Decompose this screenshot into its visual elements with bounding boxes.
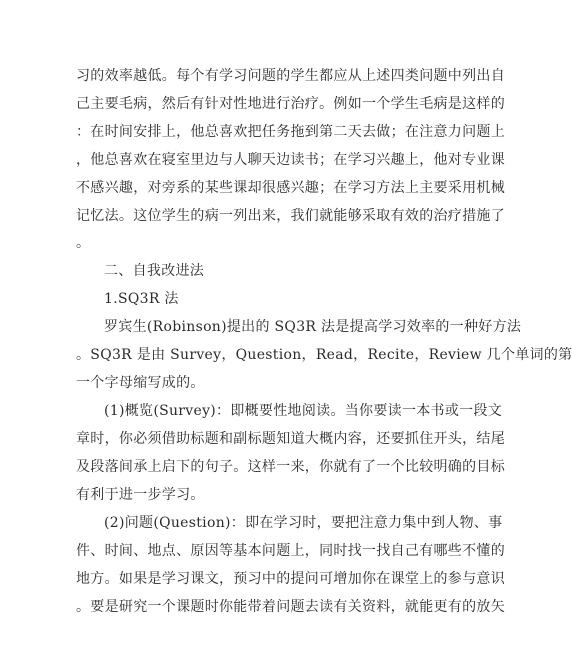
paragraph-line: 。	[76, 235, 91, 251]
section-heading: 二、自我改进法	[104, 263, 205, 279]
paragraph-line: 己主要毛病，然后有针对性地进行治疗。例如一个学生毛病是这样的	[76, 96, 505, 112]
paragraph-line: ，他总喜欢在寝室里边与人聊天边读书；在学习兴趣上，他对专业课	[76, 152, 505, 168]
survey-line: 章时，你必须借助标题和副标题知道大概内容，还要抓住开头，结尾	[76, 431, 505, 447]
intro-line: 罗宾生(Robinson)提出的 SQ3R 法是提高学习效率的一种好方法	[104, 319, 522, 335]
survey-line: 及段落间承上启下的句子。这样一来，你就有了一个比较明确的目标	[76, 459, 505, 475]
question-line: 。要是研究一个课题时你能带着问题去读有关资料，就能更有的放矢	[76, 599, 505, 615]
survey-line: (1)概览(Survey)：即概要性地阅读。当你要读一本书或一段文	[104, 403, 503, 419]
paragraph-line: 不感兴趣，对旁系的某些课却很感兴趣；在学习方法上主要采用机械	[76, 180, 505, 196]
paragraph-line: ：在时间安排上，他总喜欢把任务拖到第二天去做；在注意力问题上	[76, 124, 505, 140]
subheading: 1.SQ3R 法	[104, 291, 179, 307]
question-line: (2)问题(Question)：即在学习时，要把注意力集中到人物、事	[104, 515, 503, 531]
question-line: 地方。如果是学习课文，预习中的提问可增加你在课堂上的参与意识	[76, 571, 505, 587]
survey-line: 有利于进一步学习。	[76, 487, 205, 503]
intro-line: 。SQ3R 是由 Survey，Question，Read，Recite，Review 几个单词的第	[76, 347, 572, 363]
intro-line: 一个字母缩写成的。	[76, 375, 205, 391]
paragraph-line: 习的效率越低。每个有学习问题的学生都应从上述四类问题中列出自	[76, 68, 505, 84]
question-line: 件、时间、地点、原因等基本问题上，同时找一找自己有哪些不懂的	[76, 543, 505, 559]
paragraph-line: 记忆法。这位学生的病一列出来，我们就能够采取有效的治疗措施了	[76, 208, 505, 224]
